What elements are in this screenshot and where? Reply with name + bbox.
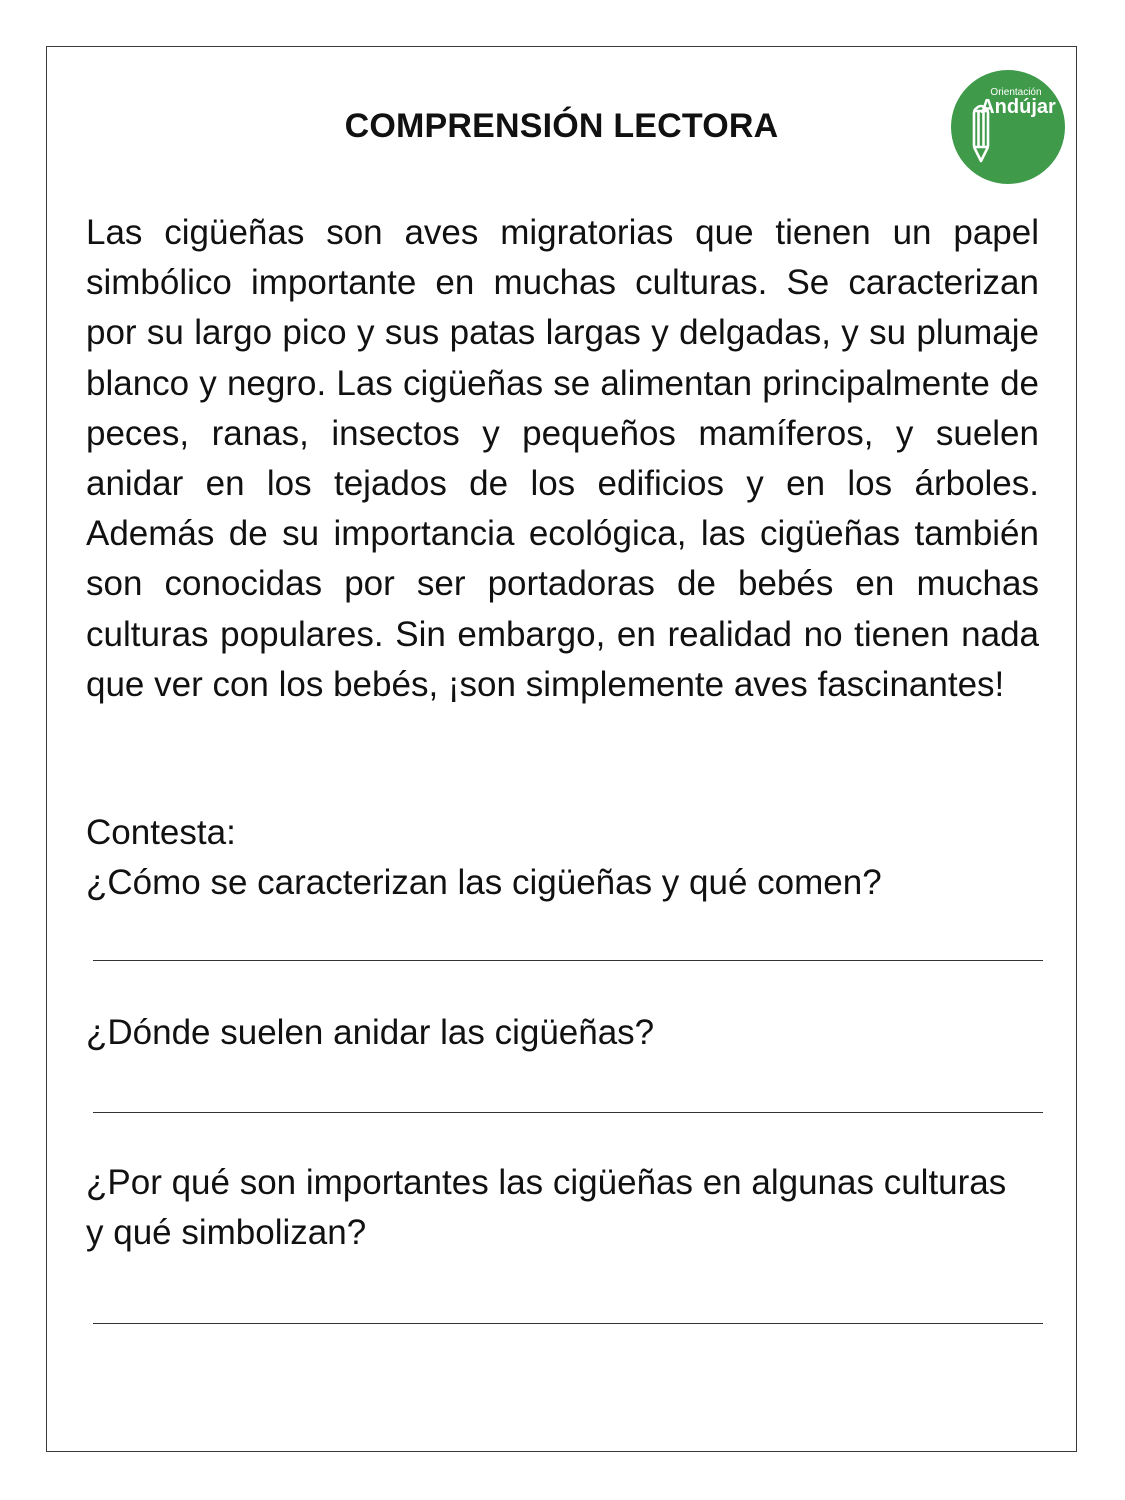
instructions-label: Contesta: [86,813,236,852]
answer-line-3[interactable] [93,1323,1043,1324]
question-3: ¿Por qué son importantes las cigüeñas en algunas culturas y qué simbolizan? [86,1163,1007,1252]
page-title: COMPRENSIÓN LECTORA [344,107,779,145]
logo-text-line1: Orientación [990,87,1042,98]
reading-passage: Las cigüeñas son aves migratorias que tienen un papel simbólico importante en muchas culturas. Se caracterizan por su largo pico y sus patas largas y delgadas, y su plumaje blanco y negro. Las cigüeñas se alimentan principalmente de peces, ranas, insectos y pequeños mamíferos, y suelen anidar en los tejados de los edificios y en los árboles. Además de su importancia ecológica, las cigüeñas también son conocidas por ser portadoras de bebés en muchas culturas populares. Sin embargo, en realidad no tienen nada que ver con los bebés, ¡son simplemente aves fascinantes! [86,213,1039,704]
question-2: ¿Dónde suelen anidar las cigüeñas? [86,1013,655,1052]
logo-text-line2: Andújar [980,96,1056,118]
answer-line-2[interactable] [93,1112,1043,1113]
orientacion-andujar-logo [950,69,1066,185]
answer-line-1[interactable] [93,960,1043,961]
question-1: ¿Cómo se caracterizan las cigüeñas y qué comen? [86,863,882,902]
